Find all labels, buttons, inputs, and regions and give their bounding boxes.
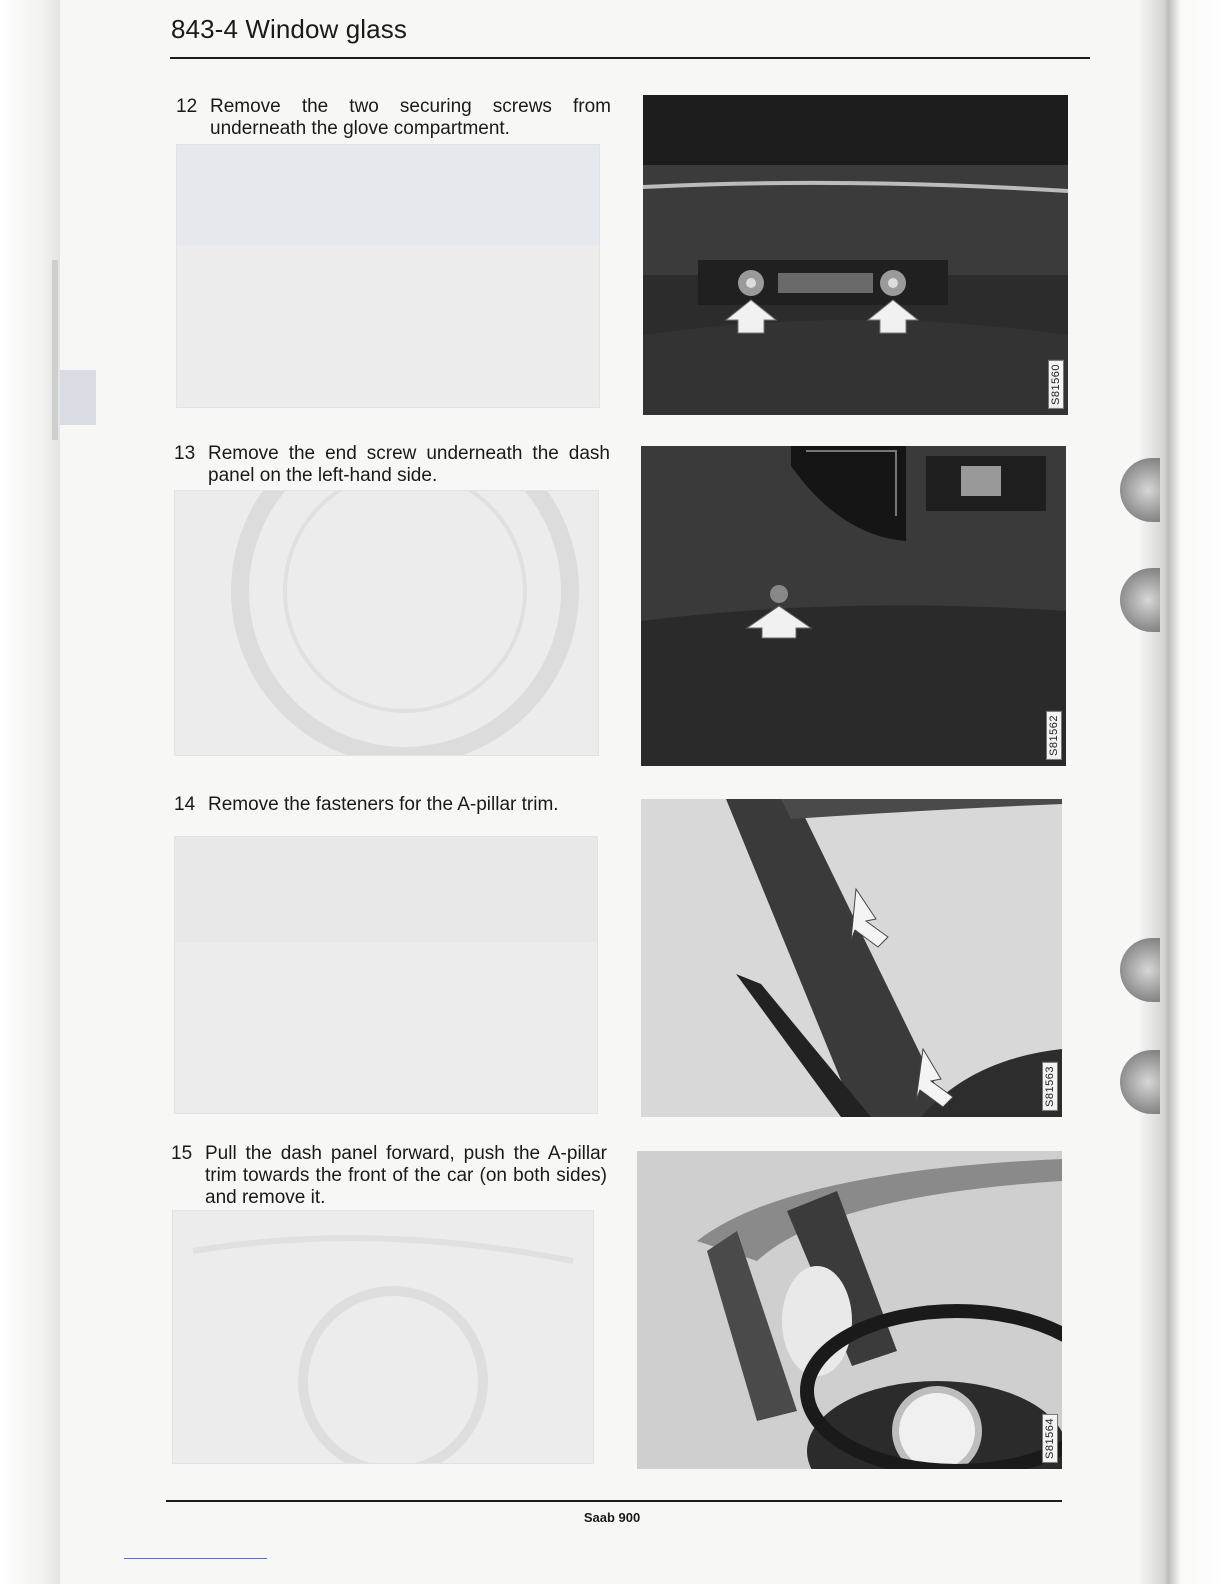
step-12-instruction: [176, 96, 611, 140]
footer-model: Saab 900: [583, 1510, 641, 1525]
step-14-photo: [641, 799, 1062, 1117]
figure-code: S81562: [1046, 711, 1062, 760]
step-13-photo: [641, 446, 1066, 766]
margin-tab: [60, 370, 96, 425]
binder-edge: [1140, 0, 1224, 1584]
step-number: 13: [174, 443, 196, 464]
binder-ring-icon: [1120, 938, 1160, 1002]
footer-underline: [124, 1558, 267, 1559]
binder-ring-icon: [1120, 1050, 1160, 1114]
step-13-instruction: [174, 443, 610, 487]
margin-mark: [52, 260, 58, 440]
faded-illustration: [174, 490, 599, 756]
a-pillar-fasteners-photo-icon: [641, 799, 1062, 1117]
page-title: 843-4 Window glass: [171, 14, 407, 44]
binder-ring-icon: [1120, 458, 1160, 522]
step-number: 14: [174, 794, 196, 815]
binder-ring-icon: [1120, 568, 1160, 632]
figure-code: S81564: [1042, 1414, 1058, 1463]
step-number: 15: [171, 1143, 193, 1164]
footer-rule: [166, 1500, 1062, 1502]
step-text: Pull the dash panel forward, push the A-pillar trim towards the front of the car (on both sides) and remove it.: [205, 1143, 607, 1208]
faded-illustration: [174, 836, 598, 1114]
step-number: 12: [176, 96, 198, 117]
step-text: Remove the two securing screws from underneath the glove compartment.: [210, 96, 611, 139]
step-text: Remove the fasteners for the A-pillar trim.: [208, 794, 559, 815]
figure-code: S81563: [1042, 1062, 1058, 1111]
step-text: Remove the end screw underneath the dash panel on the left-hand side.: [208, 443, 610, 486]
step-14-instruction: [174, 794, 610, 816]
a-pillar-trim-removal-photo-icon: [637, 1151, 1062, 1469]
faded-illustration: [176, 144, 600, 408]
step-15-photo: [637, 1151, 1062, 1469]
step-15-instruction: [171, 1143, 607, 1209]
header-rule: [170, 57, 1090, 59]
glove-compartment-screws-photo-icon: [643, 95, 1068, 415]
figure-code: S81560: [1048, 360, 1064, 409]
step-12-photo: [643, 95, 1068, 415]
page-left-margin: [0, 0, 60, 1584]
faded-illustration: [172, 1210, 594, 1464]
dash-panel-end-screw-photo-icon: [641, 446, 1066, 766]
